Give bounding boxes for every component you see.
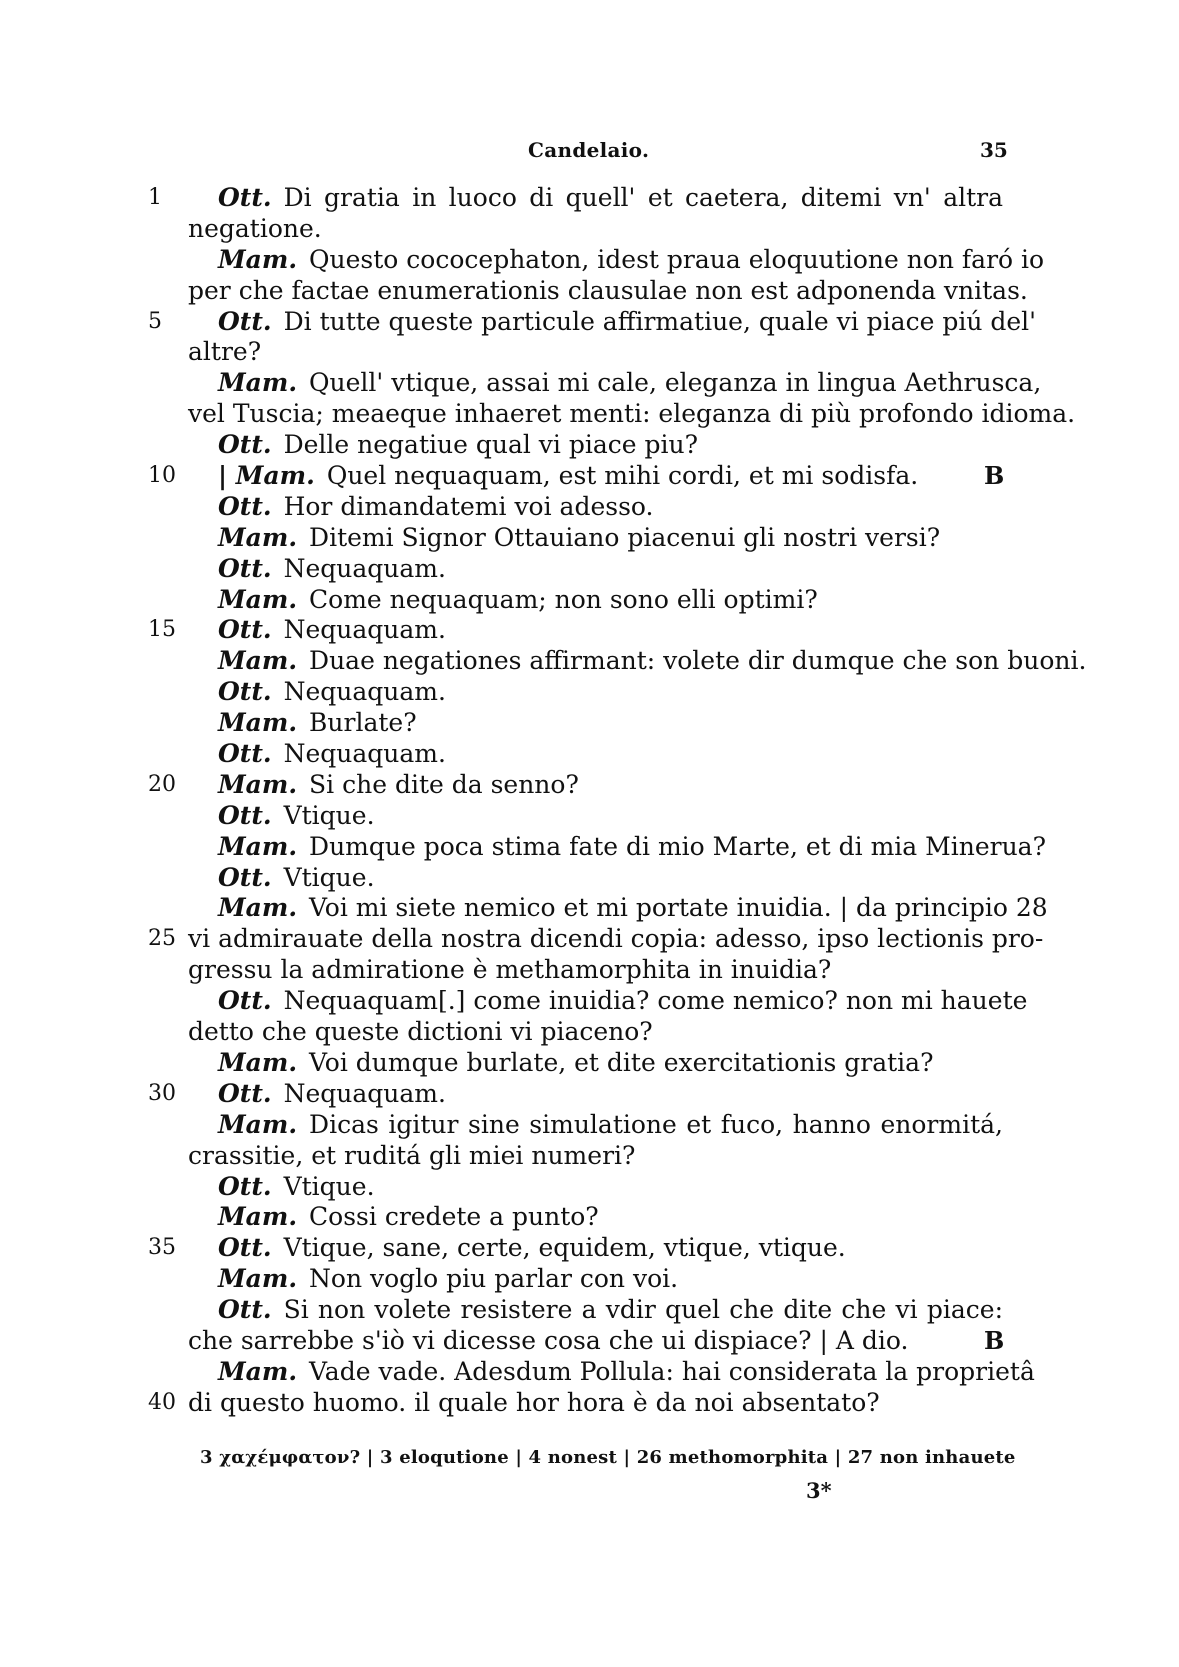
line-text xyxy=(218,244,1045,276)
line-content: gressu la admiratione è methamorphita in inuidia? xyxy=(188,955,832,985)
text-line xyxy=(0,832,1179,863)
text-line xyxy=(0,461,1179,492)
line-text xyxy=(188,955,1003,986)
text-line xyxy=(0,770,1179,801)
speaker-name: Mam. xyxy=(218,522,298,552)
text-line xyxy=(0,554,1179,585)
text-line xyxy=(0,677,1179,708)
text-line xyxy=(0,1357,1179,1388)
line-text xyxy=(218,430,1003,461)
line-content: Dumque poca stima fate di mio Marte, et di mia Minerua? xyxy=(309,831,1046,861)
line-content: Voi dumque burlate, et dite exercitationis gratia? xyxy=(309,1047,934,1077)
line-text xyxy=(188,1017,1003,1048)
speaker-name: Ott. xyxy=(218,491,272,521)
line-text xyxy=(188,275,1028,307)
footnote-apparatus: 3 χαχέμφατον? | 3 eloqutione | 4 nonest | 26 methomorphita | 27 non inhauete xyxy=(200,1447,1016,1468)
line-text xyxy=(218,1079,1003,1110)
line-text xyxy=(218,1202,1003,1233)
line-text xyxy=(218,368,1042,399)
speaker-name: Mam. xyxy=(218,769,298,799)
running-head xyxy=(0,138,1179,168)
line-content: di questo huomo. il quale hor hora è da noi absentato? xyxy=(188,1387,880,1417)
text-line xyxy=(0,924,1179,955)
line-content: altre? xyxy=(188,337,262,367)
line-number: 10 xyxy=(148,463,176,489)
speaker-name: Ott. xyxy=(218,986,272,1016)
line-number: 15 xyxy=(148,617,176,643)
text-line xyxy=(0,1048,1179,1079)
line-text xyxy=(188,337,1003,368)
text-line xyxy=(0,1017,1179,1048)
line-content: negatione. xyxy=(188,213,322,243)
line-content: Vtique. xyxy=(283,1171,375,1201)
text-line xyxy=(0,646,1179,677)
text-line xyxy=(0,893,1179,924)
text-body xyxy=(0,183,1179,1419)
speaker-name: Mam. xyxy=(218,244,298,274)
line-content: Cossi credete a punto? xyxy=(309,1202,599,1232)
text-line xyxy=(0,183,1179,214)
running-title: Candelaio. xyxy=(528,138,650,162)
line-text xyxy=(218,863,1003,894)
line-content: Vtique, sane, certe, equidem, vtique, vtique. xyxy=(283,1233,846,1263)
line-content: vi admirauate della nostra dicendi copia: adesso, ipso lectionis pro- xyxy=(188,924,1044,954)
text-line xyxy=(0,276,1179,307)
speaker-name: Ott. xyxy=(218,183,272,212)
speaker-name: Ott. xyxy=(218,1295,272,1325)
speaker-name: Mam. xyxy=(218,1109,298,1139)
line-content: Non voglo piu parlar con voi. xyxy=(309,1264,679,1294)
line-text xyxy=(218,801,1003,832)
line-text xyxy=(218,1233,1003,1264)
speaker-name: | Mam. xyxy=(218,461,315,491)
line-content: Nequaquam. xyxy=(283,1078,446,1108)
line-text xyxy=(218,615,1003,646)
line-text xyxy=(218,1048,1003,1079)
line-text xyxy=(188,1326,1003,1357)
line-text xyxy=(218,306,1037,338)
line-content: Duae negationes affirmant: volete dir dumque che son buoni. xyxy=(309,646,1087,676)
line-number: 40 xyxy=(148,1389,176,1415)
line-content: per che factae enumerationis clausulae non est adponenda vnitas. xyxy=(188,275,1028,305)
line-content: Nequaquam[.] come inuidia? come nemico? non mi hauete xyxy=(283,986,1028,1016)
line-number: 30 xyxy=(148,1080,176,1106)
line-text xyxy=(218,646,1087,677)
margin-marker: B xyxy=(984,461,1005,491)
line-content: Nequaquam. xyxy=(283,677,446,707)
speaker-name: Ott. xyxy=(218,739,272,769)
text-line xyxy=(0,1295,1179,1326)
speaker-name: Ott. xyxy=(218,1233,272,1263)
line-text xyxy=(218,986,1028,1017)
line-content: Nequaquam. xyxy=(283,739,446,769)
line-content: Come nequaquam; non sono elli optimi? xyxy=(309,584,818,614)
speaker-name: Mam. xyxy=(218,646,298,676)
text-line xyxy=(0,337,1179,368)
text-line xyxy=(0,1202,1179,1233)
line-content: Nequaquam. xyxy=(283,553,446,583)
line-content: Hor dimandatemi voi adesso. xyxy=(283,491,654,521)
text-line xyxy=(0,430,1179,461)
text-line xyxy=(0,955,1179,986)
speaker-name: Ott. xyxy=(218,1078,272,1108)
line-text xyxy=(188,1141,1003,1172)
line-content: Nequaquam. xyxy=(283,615,446,645)
line-content: Questo cococephaton, idest praua eloquutione non faró io xyxy=(309,244,1045,274)
line-text xyxy=(218,183,1003,214)
text-line xyxy=(0,1172,1179,1203)
speaker-name: Ott. xyxy=(218,862,272,892)
text-line xyxy=(0,739,1179,770)
line-number: 35 xyxy=(148,1235,176,1261)
line-content: Quell' vtique, assai mi cale, eleganza in lingua Aethrusca, xyxy=(309,368,1042,398)
line-text xyxy=(218,1356,1035,1388)
line-content: Si non volete resistere a vdir quel che dite che vi piace: xyxy=(283,1295,1003,1325)
line-text xyxy=(218,554,1003,585)
line-content: vel Tuscia; meaeque inhaeret menti: eleganza di più profondo idioma. xyxy=(188,399,1076,429)
line-content: che sarrebbe s'iò vi dicesse cosa che ui dispiace? | A dio. xyxy=(188,1325,909,1355)
text-line xyxy=(0,368,1179,399)
text-line xyxy=(0,863,1179,894)
line-text xyxy=(188,399,1076,430)
speaker-name: Mam. xyxy=(218,893,298,923)
line-text xyxy=(218,461,1003,492)
speaker-name: Mam. xyxy=(218,584,298,614)
line-text xyxy=(218,677,1003,708)
line-text xyxy=(218,523,1003,554)
line-text xyxy=(218,708,1003,739)
line-text xyxy=(218,739,1003,770)
text-line xyxy=(0,214,1179,245)
text-line xyxy=(0,615,1179,646)
text-line xyxy=(0,399,1179,430)
text-line xyxy=(0,492,1179,523)
speaker-name: Ott. xyxy=(218,1171,272,1201)
line-text xyxy=(218,1295,1003,1326)
speaker-name: Ott. xyxy=(218,800,272,830)
text-line xyxy=(0,1141,1179,1172)
speaker-name: Ott. xyxy=(218,553,272,583)
line-text xyxy=(188,924,1044,955)
line-content: Di tutte queste particule affirmatiue, quale vi piace piú del' xyxy=(283,306,1037,336)
speaker-name: Mam. xyxy=(218,368,298,398)
margin-marker: B xyxy=(984,1325,1005,1355)
text-line xyxy=(0,1233,1179,1264)
text-line xyxy=(0,1326,1179,1357)
line-number: 1 xyxy=(148,185,162,210)
speaker-name: Mam. xyxy=(218,708,298,738)
text-line xyxy=(0,523,1179,554)
speaker-name: Ott. xyxy=(218,430,272,460)
text-line xyxy=(0,1388,1179,1419)
line-text xyxy=(218,492,1003,523)
line-text xyxy=(218,1172,1003,1203)
text-line xyxy=(0,1110,1179,1141)
line-text xyxy=(218,1110,1003,1141)
text-line xyxy=(0,245,1179,276)
line-text xyxy=(218,770,1003,801)
speaker-name: Mam. xyxy=(218,1047,298,1077)
speaker-name: Mam. xyxy=(218,831,298,861)
line-number: 25 xyxy=(148,926,176,952)
speaker-name: Ott. xyxy=(218,615,272,645)
line-number: 5 xyxy=(148,308,162,334)
speaker-name: Mam. xyxy=(218,1356,298,1386)
text-line xyxy=(0,585,1179,616)
speaker-name: Ott. xyxy=(218,306,272,336)
line-text xyxy=(218,1264,1003,1295)
line-content: detto che queste dictioni vi piaceno? xyxy=(188,1017,653,1047)
line-content: Vtique. xyxy=(283,862,375,892)
text-line xyxy=(0,1264,1179,1295)
line-content: Voi mi siete nemico et mi portate inuidia. | da principio 28 xyxy=(309,893,1048,923)
line-content: Vtique. xyxy=(283,800,375,830)
text-line xyxy=(0,708,1179,739)
text-line xyxy=(0,801,1179,832)
line-content: Ditemi Signor Ottauiano piacenui gli nostri versi? xyxy=(309,522,941,552)
line-text xyxy=(218,831,1046,863)
line-text xyxy=(188,214,1003,245)
line-content: Burlate? xyxy=(309,708,417,738)
line-content: Si che dite da senno? xyxy=(309,769,579,799)
page-number: 35 xyxy=(980,138,1008,162)
line-content: Delle negatiue qual vi piace piu? xyxy=(283,430,699,460)
line-content: Dicas igitur sine simulatione et fuco, hanno enormitá, xyxy=(309,1109,1003,1139)
line-content: Di gratia in luoco di quell' et caetera, ditemi vn' altra xyxy=(283,183,1003,212)
speaker-name: Mam. xyxy=(218,1202,298,1232)
text-line xyxy=(0,986,1179,1017)
signature-mark: 3* xyxy=(806,1478,832,1503)
line-text xyxy=(188,1388,1003,1419)
line-content: crassitie, et ruditá gli miei numeri? xyxy=(188,1140,636,1170)
line-content: Quel nequaquam, est mihi cordi, et mi sodisfa. xyxy=(326,461,919,491)
speaker-name: Ott. xyxy=(218,677,272,707)
text-line xyxy=(0,307,1179,338)
speaker-name: Mam. xyxy=(218,1264,298,1294)
line-number: 20 xyxy=(148,771,176,797)
text-line xyxy=(0,1079,1179,1110)
line-content: Vade vade. Adesdum Pollula: hai considerata la proprietâ xyxy=(309,1356,1035,1386)
line-text xyxy=(218,893,1048,924)
line-text xyxy=(218,585,1003,616)
